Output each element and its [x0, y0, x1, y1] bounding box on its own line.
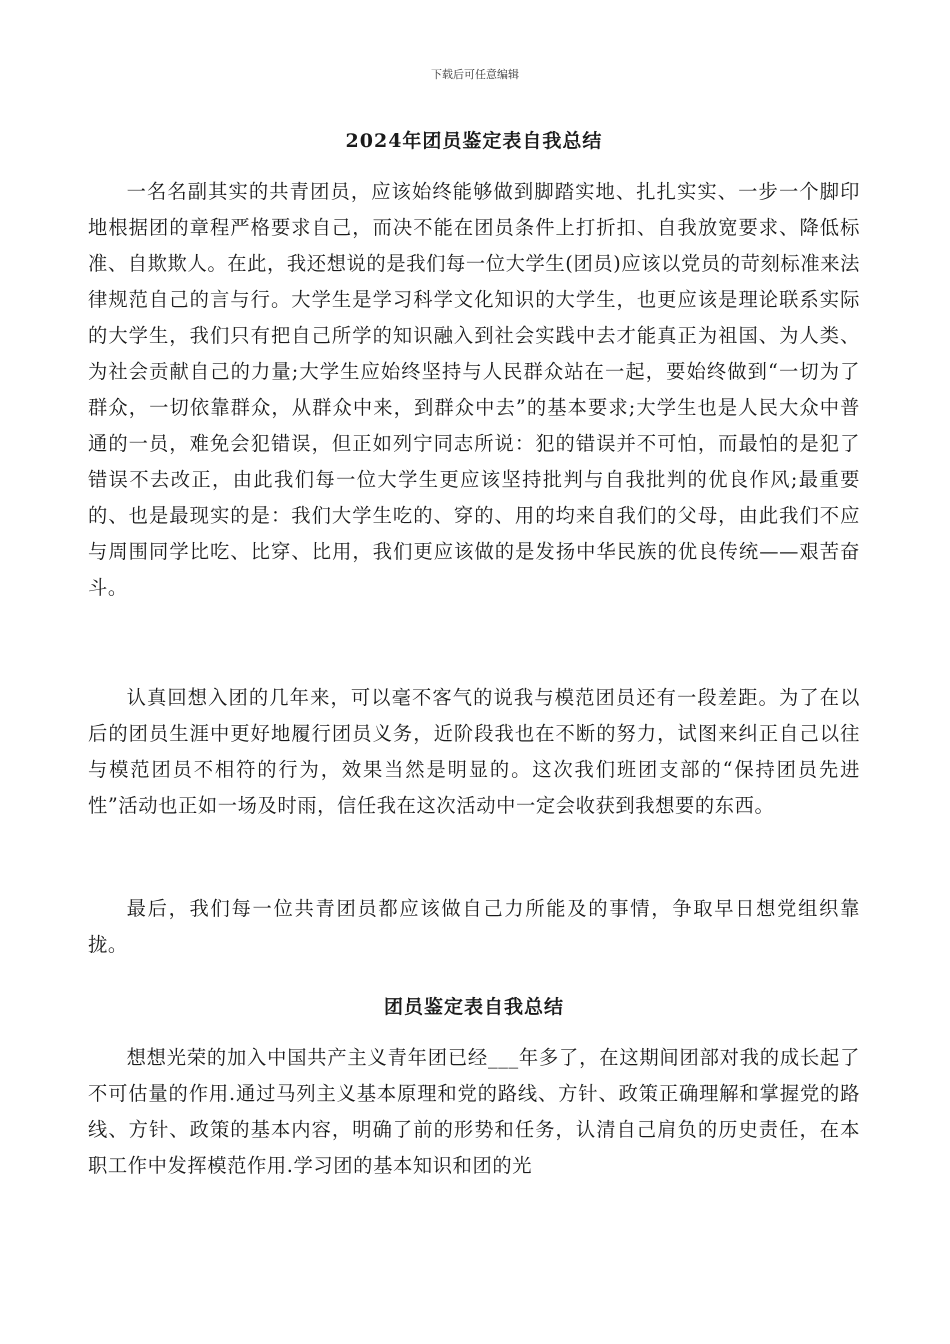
paragraph: 一名名副其实的共青团员，应该始终能够做到脚踏实地、扎扎实实、一步一个脚印地根据团的章程严格要求自己，而决不能在团员条件上打折扣、自我放宽要求、降低标准、自欺欺人。在此，我还想说的是我们每一位大学生(团员)应该以党员的苛刻标准来法律规范自己的言与行。大学生是学习科学文化知识的大学生，也更应该是理论联系实际的大学生，我们只有把自己所学的知识融入到社会实践中去才能真正为祖国、为人类、为社会贡献自己的力量;大学生应始终坚持与人民群众站在一起，要始终做到“一切为了群众，一切依靠群众，从群众中来，到群众中去”的基本要求;大学生也是人民大众中普通的一员，难免会犯错误，但正如列宁同志所说：犯的错误并不可怕，而最怕的是犯了错误不去改正，由此我们每一位大学生更应该坚持批判与自我批判的优良作风;最重要的、也是最现实的是：我们大学生吃的、穿的、用的均来自我们的父母，由此我们不应与周围同学比吃、比穿、比用，我们更应该做的是发扬中华民族的优良传统——艰苦奋斗。: [88, 180, 860, 599]
paragraph: 最后，我们每一位共青团员都应该做自己力所能及的事情，争取早日想党组织靠拢。: [88, 897, 860, 956]
page-header-note: 下载后可任意编辑: [431, 68, 519, 81]
paragraph: 认真回想入团的几年来，可以毫不客气的说我与模范团员还有一段差距。为了在以后的团员生涯中更好地履行团员义务，近阶段我也在不断的努力，试图来纠正自己以往与模范团员不相符的行为，效果当然是明显的。这次我们班团支部的“保持团员先进性”活动也正如一场及时雨，信任我在这次活动中一定会收获到我想要的东西。: [88, 686, 860, 817]
section-title: 团员鉴定表自我总结: [383, 996, 564, 1018]
section-title: 2024年团员鉴定表自我总结: [345, 130, 603, 152]
paragraph: 想想光荣的加入中国共产主义青年团已经___年多了，在这期间团部对我的成长起了不可估量的作用.通过马列主义基本原理和党的路线、方针、政策正确理解和掌握党的路线、方针、政策的基本内容，明确了前的形势和任务，认清自己肩负的历史责任，在本职工作中发挥模范作用.学习团的基本知识和团的光: [88, 1046, 860, 1177]
